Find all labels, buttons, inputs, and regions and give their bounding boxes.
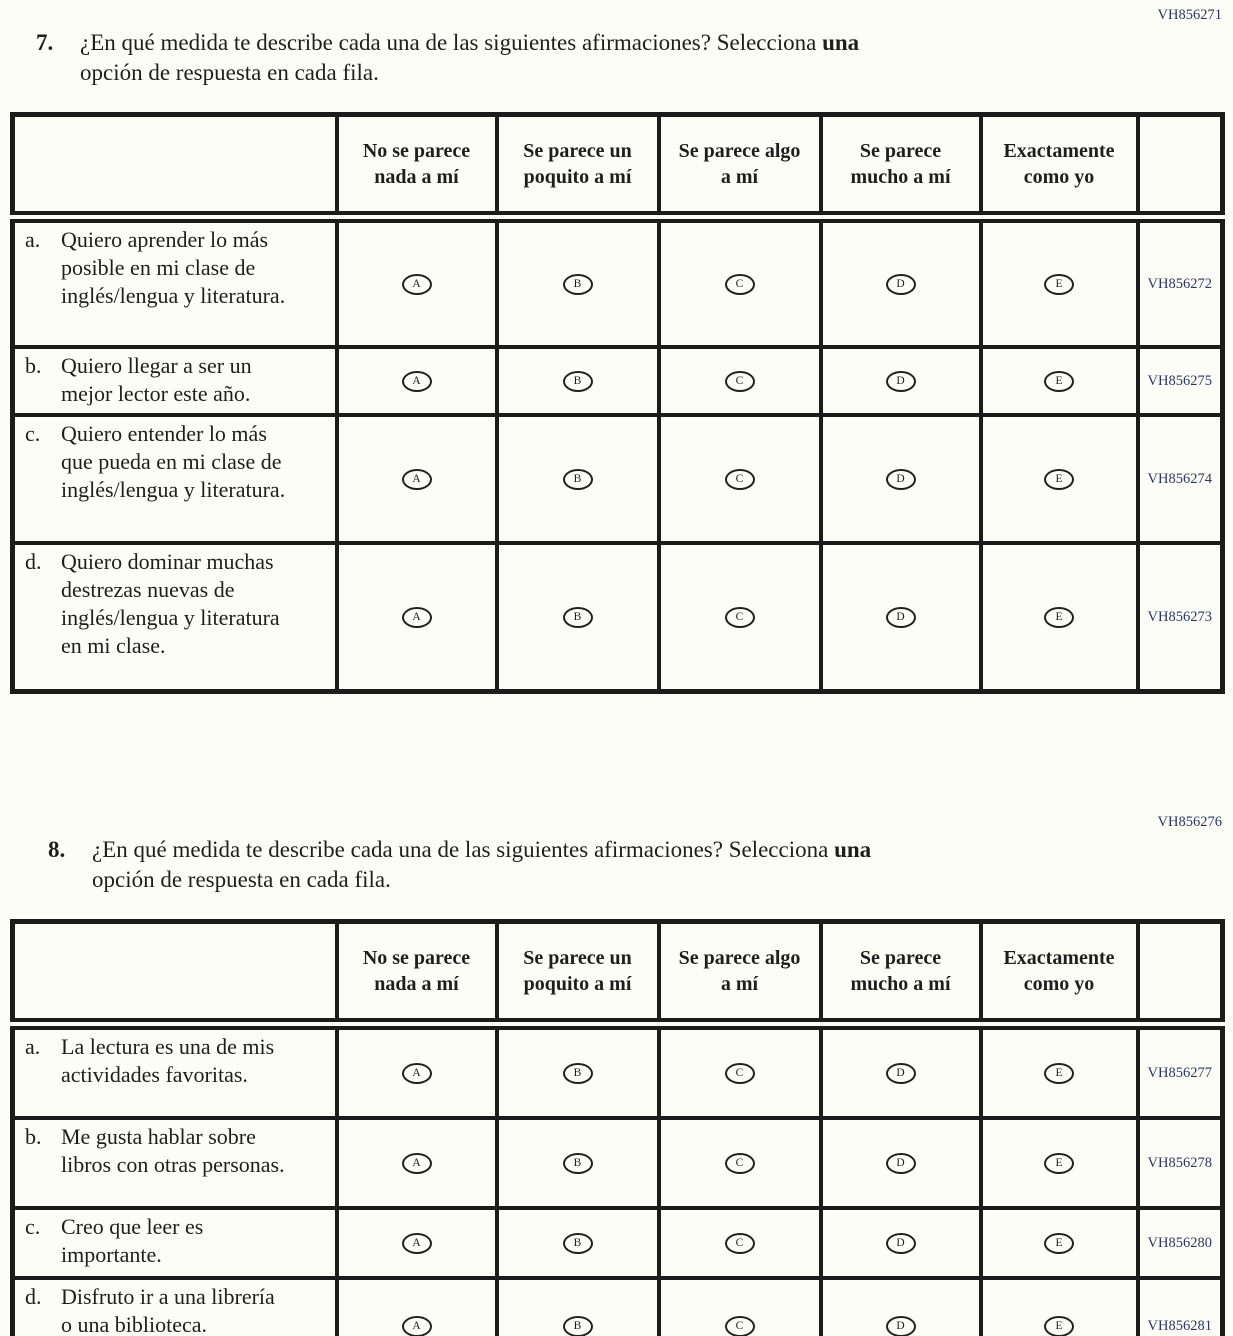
option-bubble-c[interactable]: C	[725, 274, 755, 295]
statement-cell	[13, 1118, 337, 1208]
q8-row-d	[13, 1278, 1223, 1336]
option-cell	[821, 1024, 981, 1118]
column-header-poquito: Se parece un poquito a mí	[497, 922, 659, 1025]
header-row	[13, 922, 1223, 1025]
option-cell	[821, 543, 981, 692]
question-8-number: 8.	[48, 837, 66, 862]
q8-row-c	[13, 1208, 1223, 1278]
option-bubble-d[interactable]: D	[886, 371, 916, 392]
option-cell	[337, 415, 497, 543]
option-cell	[337, 1118, 497, 1208]
option-cell	[659, 1118, 821, 1208]
option-cell	[659, 347, 821, 415]
statement-cell	[13, 1278, 337, 1336]
column-header-exactamente: Exactamente como yo	[981, 922, 1138, 1025]
option-bubble-b[interactable]: B	[563, 274, 593, 295]
option-cell	[659, 543, 821, 692]
option-bubble-b[interactable]: B	[563, 607, 593, 628]
question-8-section	[0, 807, 1233, 1336]
statement-letter: d.	[25, 1284, 42, 1309]
option-bubble-b[interactable]: B	[563, 1153, 593, 1174]
option-cell	[497, 1208, 659, 1278]
statement-text: Quiero llegar a ser un mejor lector este año.	[61, 353, 252, 406]
option-bubble-a[interactable]: A	[402, 1316, 432, 1336]
option-bubble-e[interactable]: E	[1044, 371, 1074, 392]
option-cell	[337, 217, 497, 347]
q8-row-b	[13, 1118, 1223, 1208]
option-cell	[981, 543, 1138, 692]
question-8-stem-text: ¿En qué medida te describe cada una de las siguientes afirmaciones? Selecciona	[92, 837, 829, 862]
statement-cell	[13, 415, 337, 543]
statement-text: Quiero dominar muchas destrezas nuevas de inglés/lengua y literatura en mi clase.	[61, 549, 280, 658]
option-cell	[821, 1278, 981, 1336]
option-bubble-b[interactable]: B	[563, 469, 593, 490]
item-code-cell: VH856275	[1138, 347, 1223, 415]
statement-text: La lectura es una de mis actividades favoritas.	[61, 1034, 275, 1087]
question-7-stem-text: ¿En qué medida te describe cada una de las siguientes afirmaciones? Selecciona	[80, 30, 817, 55]
option-bubble-b[interactable]: B	[563, 1233, 593, 1254]
option-cell	[981, 217, 1138, 347]
option-cell	[821, 217, 981, 347]
option-cell	[497, 1024, 659, 1118]
option-bubble-d[interactable]: D	[886, 274, 916, 295]
option-cell	[821, 347, 981, 415]
option-cell	[497, 543, 659, 692]
option-bubble-b[interactable]: B	[563, 371, 593, 392]
statement-letter: c.	[25, 1214, 41, 1239]
option-cell	[659, 217, 821, 347]
option-bubble-d[interactable]: D	[886, 469, 916, 490]
statement-text: Disfruto ir a una librería o una biblioteca.	[61, 1284, 275, 1336]
option-bubble-a[interactable]: A	[402, 1153, 432, 1174]
statement-cell	[13, 217, 337, 347]
q7-row-a	[13, 217, 1223, 347]
header-row	[13, 115, 1223, 218]
question-8-stem	[92, 835, 871, 895]
column-header-exactamente: Exactamente como yo	[981, 115, 1138, 218]
option-bubble-d[interactable]: D	[886, 1153, 916, 1174]
question-7-stem-bold: una	[822, 30, 860, 55]
option-bubble-a[interactable]: A	[402, 1233, 432, 1254]
question-8-response-table	[10, 919, 1225, 1336]
statement-cell	[13, 347, 337, 415]
item-code-cell: VH856281	[1138, 1278, 1223, 1336]
question-7	[36, 28, 1193, 88]
option-cell	[497, 1278, 659, 1336]
question-8	[48, 835, 1193, 895]
column-header-nada: No se parece nada a mí	[337, 922, 497, 1025]
option-bubble-e[interactable]: E	[1044, 1316, 1074, 1336]
option-bubble-a[interactable]: A	[402, 274, 432, 295]
question-7-code: VH856271	[1157, 7, 1222, 23]
option-cell	[337, 1208, 497, 1278]
question-8-stem-line2: opción de respuesta en cada fila.	[92, 867, 391, 892]
statement-text: Quiero entender lo más que pueda en mi clase de inglés/lengua y literatura.	[61, 421, 286, 502]
option-bubble-a[interactable]: A	[402, 371, 432, 392]
option-bubble-c[interactable]: C	[725, 469, 755, 490]
option-cell	[497, 347, 659, 415]
option-cell	[659, 1024, 821, 1118]
option-bubble-c[interactable]: C	[725, 1316, 755, 1336]
column-header-algo: Se parece algo a mí	[659, 115, 821, 218]
option-cell	[659, 1208, 821, 1278]
option-bubble-c[interactable]: C	[725, 1063, 755, 1084]
option-cell	[497, 217, 659, 347]
option-cell	[981, 1208, 1138, 1278]
option-cell	[659, 1278, 821, 1336]
header-code-cell	[1138, 922, 1223, 1025]
question-7-response-table	[10, 112, 1225, 694]
option-cell	[337, 1278, 497, 1336]
option-cell	[497, 415, 659, 543]
option-bubble-b[interactable]: B	[563, 1063, 593, 1084]
item-code-cell: VH856277	[1138, 1024, 1223, 1118]
option-bubble-e[interactable]: E	[1044, 1063, 1074, 1084]
question-7-stem-line2: opción de respuesta en cada fila.	[80, 60, 379, 85]
column-header-nada: No se parece nada a mí	[337, 115, 497, 218]
q8-row-a	[13, 1024, 1223, 1118]
item-code-cell: VH856272	[1138, 217, 1223, 347]
statement-cell	[13, 543, 337, 692]
option-bubble-e[interactable]: E	[1044, 274, 1074, 295]
option-bubble-c[interactable]: C	[725, 371, 755, 392]
item-code-cell: VH856274	[1138, 415, 1223, 543]
option-cell	[821, 1118, 981, 1208]
column-header-algo: Se parece algo a mí	[659, 922, 821, 1025]
item-code-cell: VH856278	[1138, 1118, 1223, 1208]
statement-text: Me gusta hablar sobre libros con otras personas.	[61, 1124, 285, 1177]
option-cell	[981, 347, 1138, 415]
q7-row-c	[13, 415, 1223, 543]
q7-row-d	[13, 543, 1223, 692]
question-7-stem	[80, 28, 859, 88]
option-cell	[821, 1208, 981, 1278]
option-bubble-c[interactable]: C	[725, 1233, 755, 1254]
option-bubble-e[interactable]: E	[1044, 1233, 1074, 1254]
q7-row-b	[13, 347, 1223, 415]
option-bubble-c[interactable]: C	[725, 1153, 755, 1174]
header-empty-cell	[13, 922, 337, 1025]
option-cell	[497, 1118, 659, 1208]
option-bubble-a[interactable]: A	[402, 607, 432, 628]
option-cell	[981, 1118, 1138, 1208]
option-bubble-d[interactable]: D	[886, 607, 916, 628]
option-cell	[337, 1024, 497, 1118]
option-cell	[981, 1278, 1138, 1336]
statement-text: Creo que leer es importante.	[61, 1214, 204, 1267]
option-bubble-a[interactable]: A	[402, 1063, 432, 1084]
question-8-code: VH856276	[1157, 814, 1222, 830]
statement-letter: d.	[25, 549, 42, 574]
item-code-cell: VH856280	[1138, 1208, 1223, 1278]
statement-cell	[13, 1208, 337, 1278]
option-bubble-b[interactable]: B	[563, 1316, 593, 1336]
column-header-mucho: Se parece mucho a mí	[821, 115, 981, 218]
statement-letter: c.	[25, 421, 41, 446]
header-code-cell	[1138, 115, 1223, 218]
header-empty-cell	[13, 115, 337, 218]
option-cell	[337, 543, 497, 692]
option-bubble-d[interactable]: D	[886, 1316, 916, 1336]
column-header-poquito: Se parece un poquito a mí	[497, 115, 659, 218]
option-cell	[981, 1024, 1138, 1118]
option-cell	[981, 415, 1138, 543]
question-8-stem-bold: una	[834, 837, 872, 862]
option-cell	[337, 347, 497, 415]
option-cell	[659, 415, 821, 543]
statement-letter: a.	[25, 1034, 41, 1059]
option-bubble-e[interactable]: E	[1044, 1153, 1074, 1174]
question-7-number: 7.	[36, 30, 54, 55]
option-bubble-d[interactable]: D	[886, 1233, 916, 1254]
statement-cell	[13, 1024, 337, 1118]
option-cell	[821, 415, 981, 543]
statement-letter: b.	[25, 353, 42, 378]
option-bubble-a[interactable]: A	[402, 469, 432, 490]
option-bubble-e[interactable]: E	[1044, 469, 1074, 490]
option-bubble-d[interactable]: D	[886, 1063, 916, 1084]
statement-letter: a.	[25, 227, 41, 252]
column-header-mucho: Se parece mucho a mí	[821, 922, 981, 1025]
item-code-cell: VH856273	[1138, 543, 1223, 692]
option-bubble-c[interactable]: C	[725, 607, 755, 628]
statement-letter: b.	[25, 1124, 42, 1149]
section-gap	[0, 694, 1233, 807]
statement-text: Quiero aprender lo más posible en mi clase de inglés/lengua y literatura.	[61, 227, 286, 308]
option-bubble-e[interactable]: E	[1044, 607, 1074, 628]
